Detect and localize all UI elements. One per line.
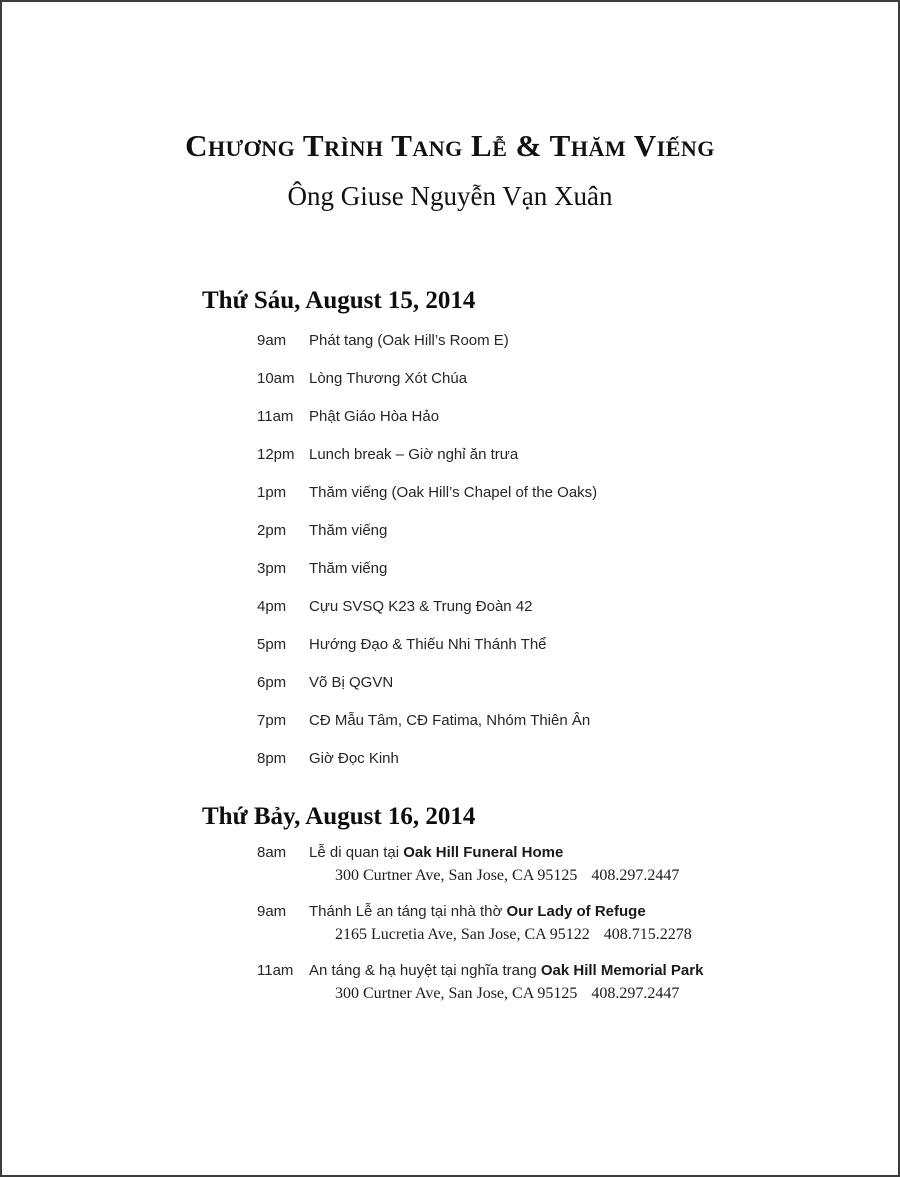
time-cell: 5pm bbox=[257, 636, 287, 653]
schedule-row bbox=[257, 843, 898, 887]
event-cell bbox=[309, 961, 898, 981]
time-cell: 11am bbox=[257, 408, 294, 425]
street-address: 300 Curtner Ave, San Jose, CA 95125 bbox=[335, 867, 578, 884]
event-cell: Hướng Đạo & Thiếu Nhi Thánh Thể bbox=[309, 636, 547, 653]
event-text: Thánh Lễ an táng tại nhà thờ bbox=[309, 903, 507, 920]
time-cell: 8pm bbox=[257, 750, 287, 767]
schedule-row bbox=[257, 521, 898, 541]
event-cell: Lunch break – Giờ nghỉ ăn trưa bbox=[309, 446, 519, 463]
time-cell: 7pm bbox=[257, 712, 287, 729]
time-cell: 9am bbox=[257, 903, 287, 920]
time-cell: 12pm bbox=[257, 446, 295, 463]
event-cell: Thăm viếng (Oak Hill’s Chapel of the Oaks) bbox=[309, 484, 598, 501]
address-line bbox=[335, 924, 898, 946]
schedule-row bbox=[257, 445, 898, 465]
event-cell bbox=[309, 843, 898, 863]
event-cell: Phật Giáo Hòa Hảo bbox=[309, 408, 440, 425]
event-cell: Cựu SVSQ K23 & Trung Đoàn 42 bbox=[309, 598, 533, 615]
schedule-row bbox=[257, 673, 898, 693]
event-cell: Thăm viếng bbox=[309, 560, 388, 577]
time-cell: 6pm bbox=[257, 674, 287, 691]
schedule-row bbox=[257, 635, 898, 655]
schedule-row bbox=[257, 483, 898, 503]
event-cell: CĐ Mẫu Tâm, CĐ Fatima, Nhóm Thiên Ân bbox=[309, 712, 591, 729]
event-text: Lễ di quan tại bbox=[309, 844, 404, 861]
day-section-friday bbox=[202, 285, 898, 769]
venue-name: Oak Hill Funeral Home bbox=[403, 844, 564, 861]
schedule-row bbox=[257, 407, 898, 427]
time-cell: 9am bbox=[257, 332, 287, 349]
street-address: 300 Curtner Ave, San Jose, CA 95125 bbox=[335, 985, 578, 1002]
street-address: 2165 Lucretia Ave, San Jose, CA 95122 bbox=[335, 926, 590, 943]
time-cell: 3pm bbox=[257, 560, 287, 577]
event-cell: Giờ Đọc Kinh bbox=[309, 750, 399, 767]
title-block bbox=[2, 128, 898, 213]
venue-name: Our Lady of Refuge bbox=[506, 903, 646, 920]
schedule-row bbox=[257, 711, 898, 731]
deceased-name: Ông Giuse Nguyễn Vạn Xuân bbox=[287, 181, 613, 211]
schedule-row bbox=[257, 331, 898, 351]
event-text: An táng & hạ huyệt tại nghĩa trang bbox=[309, 962, 541, 979]
address-line bbox=[335, 865, 898, 887]
page-title: Chương Trình Tang Lễ & Thăm Viếng bbox=[185, 128, 715, 163]
schedule-list bbox=[202, 331, 898, 769]
day-heading: Thứ Sáu, August 15, 2014 bbox=[202, 287, 476, 314]
schedule-row bbox=[257, 749, 898, 769]
time-cell: 10am bbox=[257, 370, 295, 387]
schedule-row bbox=[257, 369, 898, 389]
schedule-row bbox=[257, 902, 898, 946]
time-cell: 1pm bbox=[257, 484, 287, 501]
schedule-list bbox=[202, 843, 898, 1005]
schedule-row bbox=[257, 597, 898, 617]
time-cell: 2pm bbox=[257, 522, 287, 539]
event-cell: Thăm viếng bbox=[309, 522, 388, 539]
phone-number: 408.297.2447 bbox=[591, 867, 680, 884]
address-line bbox=[335, 983, 898, 1005]
phone-number: 408.297.2447 bbox=[591, 985, 680, 1002]
day-section-saturday bbox=[202, 801, 898, 1005]
time-cell: 8am bbox=[257, 844, 287, 861]
venue-name: Oak Hill Memorial Park bbox=[540, 962, 704, 979]
event-cell bbox=[309, 902, 898, 922]
time-cell: 11am bbox=[257, 962, 294, 979]
time-cell: 4pm bbox=[257, 598, 287, 615]
phone-number: 408.715.2278 bbox=[603, 926, 692, 943]
event-cell: Lòng Thương Xót Chúa bbox=[309, 370, 468, 387]
event-cell: Võ Bị QGVN bbox=[309, 674, 394, 691]
schedule-row bbox=[257, 961, 898, 1005]
day-heading: Thứ Bảy, August 16, 2014 bbox=[202, 803, 476, 830]
schedule-row bbox=[257, 559, 898, 579]
event-cell: Phát tang (Oak Hill’s Room E) bbox=[309, 332, 509, 349]
